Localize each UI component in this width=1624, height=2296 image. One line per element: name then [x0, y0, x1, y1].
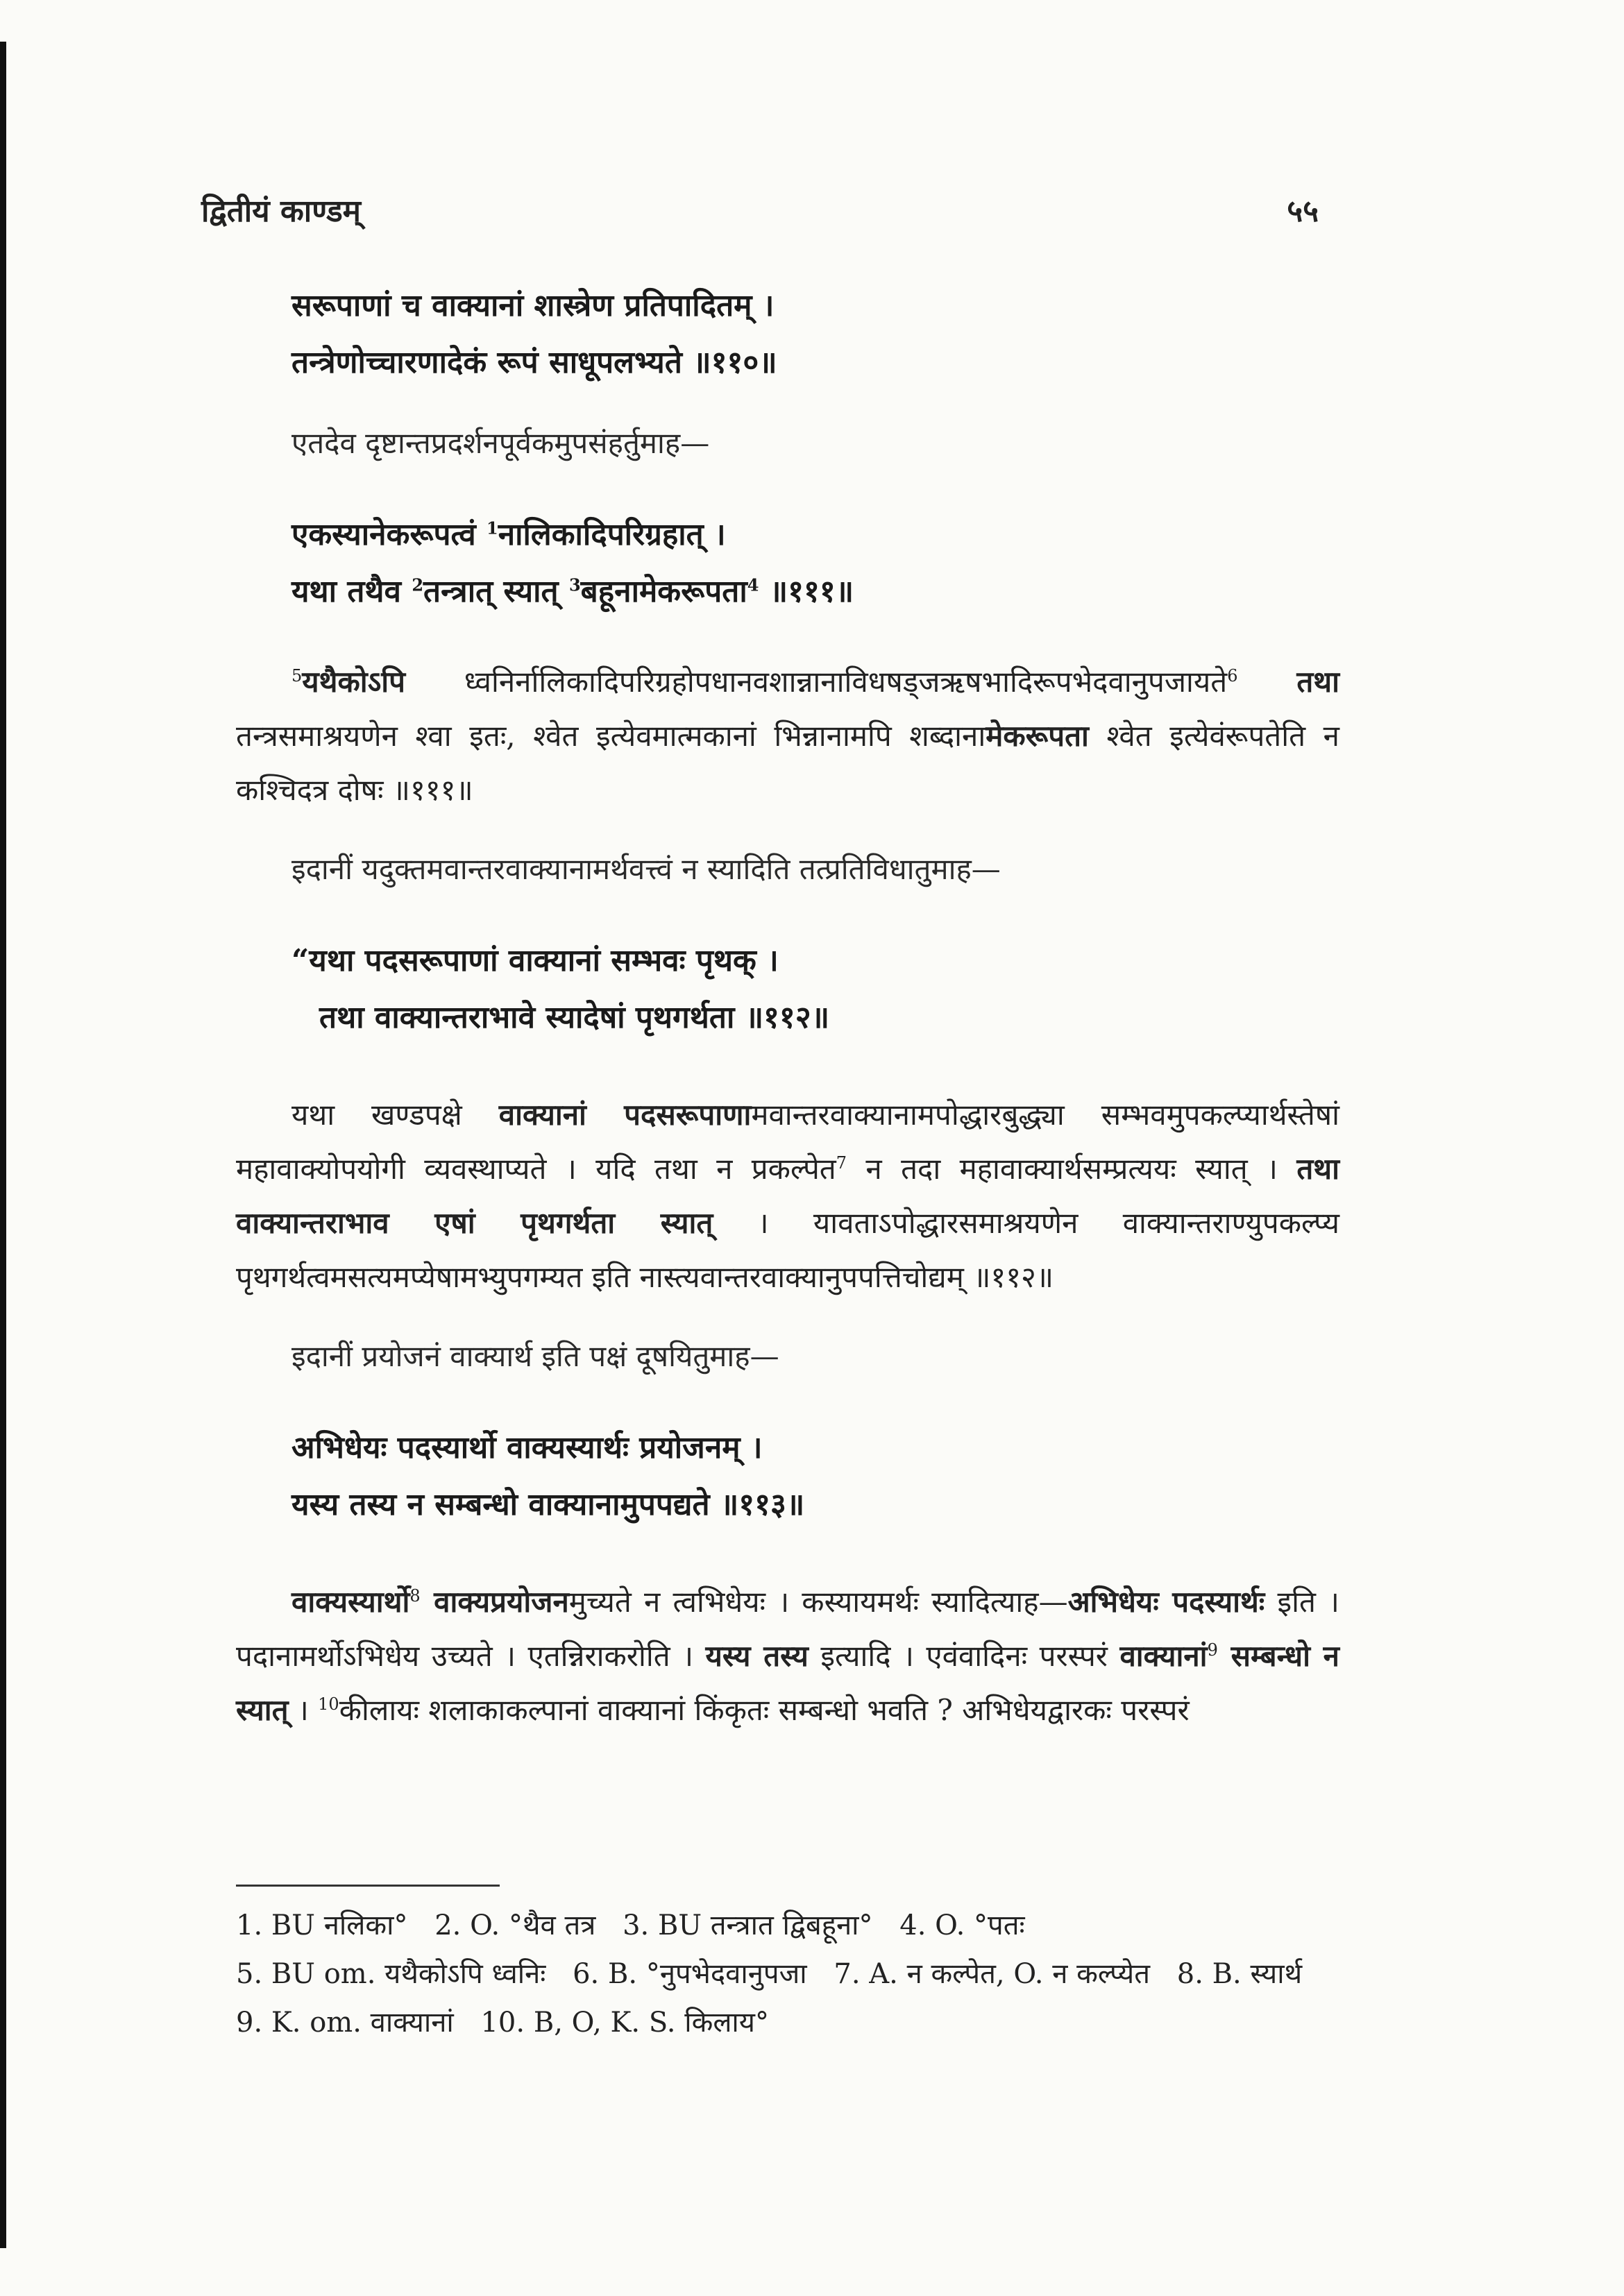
commentary-113 [236, 1575, 1339, 1737]
footnote-marker: 1 [487, 518, 498, 538]
text-run: वाक्यानां पदसरूपाणा [498, 1098, 752, 1132]
text-run: एकस्यानेकरूपत्वं [291, 517, 487, 552]
scan-margin-bar [0, 42, 6, 2248]
text-run: सम्बन्धो न स्यात् [236, 1639, 1339, 1727]
verse-line: “यथा पदसरूपाणां वाक्यानां सम्भवः पृथक् । [291, 943, 779, 978]
text-run: यथा खण्डपक्षे [291, 1098, 499, 1132]
intro-113: इदानीं प्रयोजनं वाक्यार्थ इति पक्षं दूषयितुमाह— [291, 1339, 779, 1373]
footnote-marker: 4 [747, 575, 759, 595]
page-body [236, 278, 1339, 1765]
intro-111: एतदेव दृष्टान्तप्रदर्शनपूर्वकमुपसंहर्तुमाह— [291, 426, 710, 460]
verse-line [291, 563, 1339, 620]
footnote-marker: 9 [1207, 1640, 1218, 1660]
intro-112: इदानीं यदुक्तमवान्तरवाक्यानामर्थवत्त्वं न स्यादिति तत्प्रतिविधातुमाह— [291, 852, 1001, 886]
footnote: 5. BU om. यथैकोऽपि ध्वनिः [236, 1958, 546, 1990]
text-run: । यावताऽपोद्धारसमाश्रयणेन वाक्यान्तराण्युपकल्प्य पृथगर्थत्वमसत्यमप्येषामभ्युपगम्यत इति नास्त्यवान्तरवाक्यानुपपत्तिचोद्यम् ॥११२॥ [236, 1206, 1340, 1294]
text-run: कीलायः शलाकाकल्पानां वाक्यानां किंकृतः सम्बन्धो भवति ? अभिधेयद्वारकः परस्परं [339, 1693, 1190, 1727]
verse-110 [291, 278, 1339, 391]
verse-111 [291, 507, 1339, 620]
verse-line: तन्त्रेणोच्चारणादेकं रूपं साधूपलभ्यते ॥११०॥ [291, 345, 777, 380]
text-run: तथा [1296, 665, 1339, 699]
footnote: 3. BU तन्त्रात द्विबहूना° [623, 1910, 873, 1941]
running-head: द्वितीयं काण्डम् [201, 194, 361, 229]
commentary-111 [236, 655, 1339, 817]
footnote-marker: 6 [1227, 666, 1238, 686]
text-run: श्वेत इत्येवंरूपतेति न कश्चिदत्र दोषः ॥१११॥ [236, 719, 1339, 807]
verse-line: यस्य तस्य न सम्बन्धो वाक्यानामुपपद्यते ॥११३॥ [291, 1487, 805, 1522]
footnote-marker: 3 [568, 575, 581, 595]
footnote-marker: 10 [318, 1694, 339, 1714]
footnote: 1. BU नलिका° [236, 1910, 408, 1941]
footnote: 2. O. °थैव तत्र [434, 1910, 596, 1941]
page-header [201, 189, 1319, 237]
verse-line: अभिधेयः पदस्यार्थो वाक्यस्यार्थः प्रयोजनम् । [291, 1430, 763, 1465]
footnote: 7. A. न कल्पेत, O. न कल्प्येत [834, 1958, 1151, 1990]
verse-line [291, 507, 1339, 563]
text-run: तन्त्रसमाश्रयणेन श्वा इतः, श्वेत इत्येवमात्मकानां भिन्नानामपि शब्दाना [236, 719, 986, 753]
footnotes [236, 1901, 1339, 2047]
text-run: न तदा महावाक्यार्थसम्प्रत्ययः स्यात् । [847, 1152, 1297, 1186]
text-run: ध्वनिर्नालिकादिपरिग्रहोपधानवशान्नानाविधषड्जऋषभादिरूपभेदवानुपजायते [405, 665, 1228, 699]
verse-113 [291, 1420, 1339, 1533]
footnote-marker: 2 [412, 575, 424, 595]
footnote: 4. O. °पतः [899, 1910, 1025, 1941]
text-run: बहूनामेकरूपता [580, 574, 747, 609]
text-run: यथा तथैव [291, 574, 412, 609]
footnote: 6. B. °नुपभेदवानुपजा [573, 1958, 807, 1990]
verse-112 [291, 933, 1339, 1046]
footnote: 10. B, O, K. S. किलाय° [480, 2007, 769, 2039]
text-run: यथैकोऽपि [302, 665, 405, 699]
footnote: 8. B. स्यार्थ [1176, 1958, 1303, 1990]
page-number: ५५ [1287, 194, 1319, 229]
text-run: वाक्यस्यार्थो [291, 1585, 410, 1619]
footnote-rule [236, 1885, 500, 1887]
text-run: । [288, 1693, 319, 1727]
text-run: ॥१११॥ [759, 574, 854, 609]
text-run: इत्यादि । एवंवादिनः परस्परं [808, 1639, 1120, 1673]
text-run: मेकरूपता [986, 719, 1089, 753]
footnote-marker: 5 [291, 666, 303, 686]
text-run: वाक्यानां [1119, 1639, 1208, 1673]
verse-line: सरूपाणां च वाक्यानां शास्त्रेण प्रतिपादितम् । [291, 288, 775, 323]
text-run: अभिधेयः पदस्यार्थः [1067, 1585, 1265, 1619]
text-run: इति । पदानामर्थोऽभिधेय उच्यते । एतन्निराकरोति । [236, 1585, 1339, 1673]
verse-line: तथा वाक्यान्तराभावे स्यादेषां पृथगर्थता ॥११२॥ [319, 1000, 830, 1035]
footnote: 9. K. om. वाक्यानां [236, 2007, 454, 2039]
footnote-marker: 8 [409, 1586, 421, 1606]
text-run: वाक्यप्रयोजन [420, 1585, 569, 1619]
text-run: नालिकादिपरिग्रहात् । [498, 517, 726, 552]
text-run: मवान्तरवाक्यानामपोद्धारबुद्ध्या सम्भवमुपकल्प्यार्थस्तेषां महावाक्योपयोगी व्यवस्थाप्यते । यदि तथा न प्रकल्पेत [236, 1098, 1339, 1186]
footnote-marker: 7 [836, 1153, 847, 1173]
text-run: यस्य तस्य [705, 1639, 809, 1673]
text-run: तन्त्रात् स्यात् [423, 574, 569, 609]
commentary-112 [236, 1088, 1339, 1304]
text-run: तथा वाक्यान्तराभाव एषां पृथगर्थता स्यात् [236, 1152, 1339, 1240]
text-run: मुच्यते न त्वभिधेयः । कस्यायमर्थः स्यादित्याह— [568, 1585, 1068, 1619]
